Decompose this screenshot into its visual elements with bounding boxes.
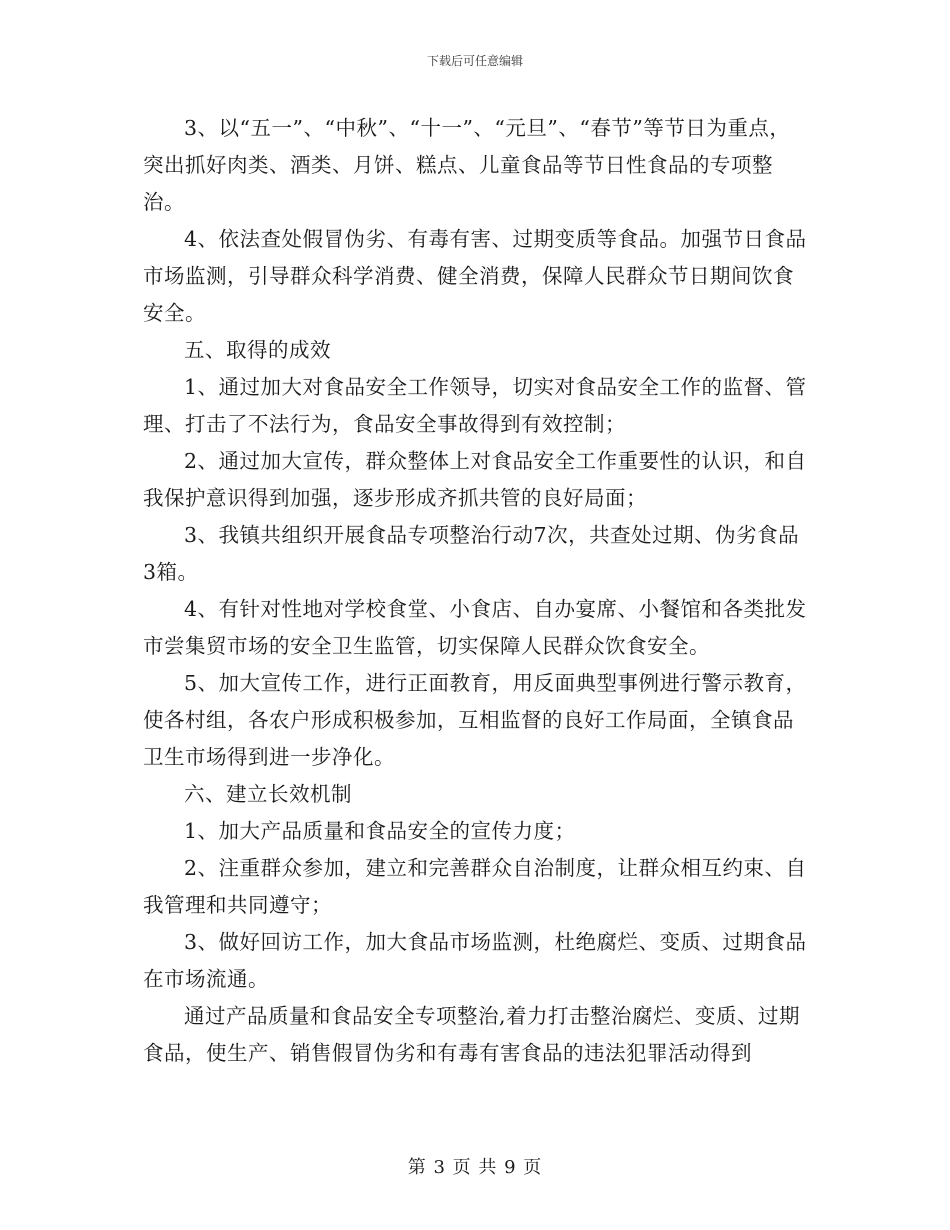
paragraph-mechanism-2: 2、注重群众参加，建立和完善群众自治制度，让群众相互约束、自我管理和共同遵守； — [143, 856, 807, 917]
document-body — [143, 110, 808, 1072]
paragraph-mechanism-1: 1、加大产品质量和食品安全的宣传力度； — [184, 819, 576, 843]
header-note: 下载后可任意编辑 — [426, 54, 523, 68]
paragraph-result-3: 3、我镇共组织开展食品专项整治行动7次，共查处过期、伪劣食品3箱。 — [143, 523, 800, 584]
section-heading-results: 五、取得的成效 — [184, 338, 331, 362]
paragraph-result-2: 2、通过加大宣传，群众整体上对食品安全工作重要性的认识，和自我保护意识得到加强，逐步形成齐抓共管的良好局面； — [143, 449, 807, 510]
paragraph-conclusion: 通过产品质量和食品安全专项整治,着力打击整治腐烂、变质、过期食品，使生产、销售假冒伪劣和有毒有害食品的违法犯罪活动得到 — [143, 1004, 801, 1065]
paragraph-result-4: 4、有针对性地对学校食堂、小食店、自办宴席、小餐馆和各类批发市尝集贸市场的安全卫生监管，切实保障人民群众饮食安全。 — [143, 597, 807, 658]
section-heading-mechanism: 六、建立长效机制 — [184, 782, 352, 806]
page-number: 第 3 页 共 9 页 — [407, 1157, 543, 1178]
paragraph-result-1: 1、通过加大对食品安全工作领导，切实对食品安全工作的监督、管理、打击了不法行为，食品安全事故得到有效控制； — [143, 375, 807, 436]
paragraph-mechanism-3: 3、做好回访工作，加大食品市场监测，杜绝腐烂、变质、过期食品在市场流通。 — [143, 930, 807, 991]
paragraph-investigate-fake-food: 4、依法查处假冒伪劣、有毒有害、过期变质等食品。加强节日食品市场监测，引导群众科学消费、健全消费，保障人民群众节日期间饮食安全。 — [143, 227, 807, 325]
paragraph-result-5: 5、加大宣传工作，进行正面教育，用反面典型事例进行警示教育，使各村组，各农户形成积极参加，互相监督的良好工作局面，全镇食品卫生市场得到进一步净化。 — [143, 671, 807, 769]
paragraph-holiday-focus: 3、以“五一”、“中秋”、“十一”、“元旦”、“春节”等节日为重点，突出抓好肉类、酒类、月饼、糕点、儿童食品等节日性食品的专项整治。 — [143, 116, 791, 214]
